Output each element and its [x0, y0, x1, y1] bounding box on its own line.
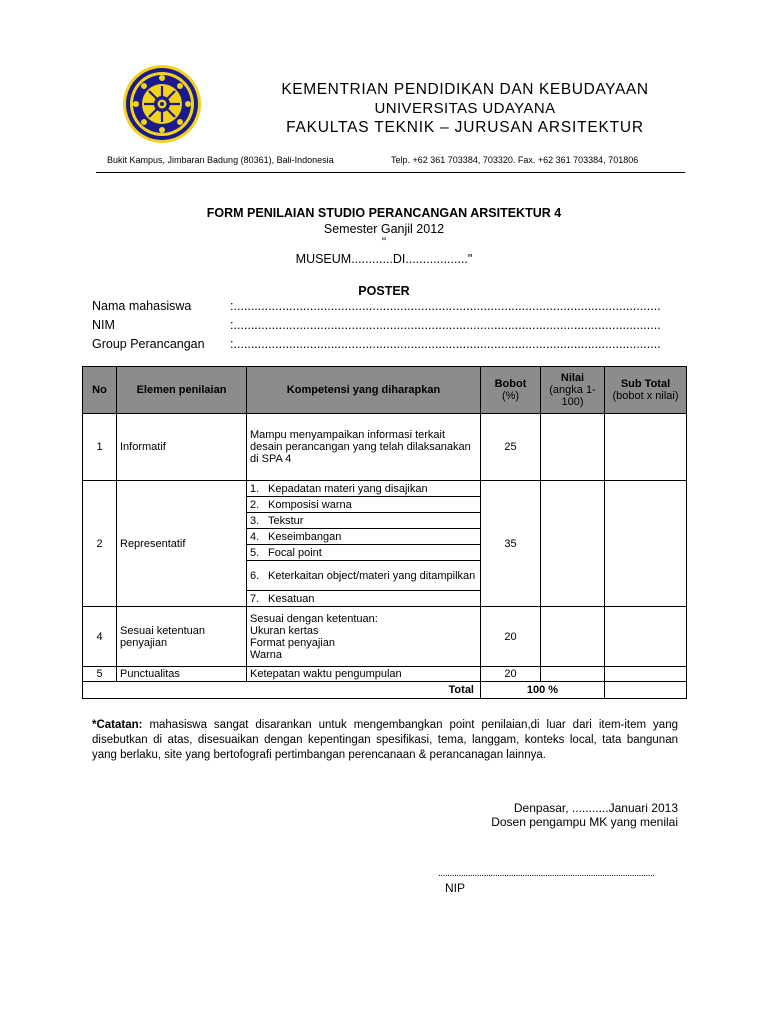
item-text: Keseimbangan	[268, 530, 342, 543]
row-nilai-cell[interactable]	[541, 414, 605, 481]
row-bobot: 35	[481, 481, 541, 607]
student-nim-label: NIM	[92, 318, 115, 332]
row-elemen: Informatif	[117, 414, 247, 481]
signer-role: Dosen pengampu MK yang menilai	[491, 815, 678, 829]
item-number: 4.	[250, 530, 260, 543]
total-label: Total	[83, 682, 481, 699]
note-paragraph	[92, 718, 678, 763]
student-group-row	[92, 337, 682, 351]
student-nim-row	[92, 318, 682, 332]
row-elemen: Representatif	[117, 481, 247, 607]
kompetensi-line: Sesuai dengan ketentuan:	[250, 612, 378, 625]
university-name: UNIVERSITAS UDAYANA	[374, 100, 556, 117]
row-bobot: 20	[481, 607, 541, 667]
kompetensi-item	[247, 561, 481, 591]
note-label: *Catatan:	[92, 719, 143, 731]
table-header-row	[83, 367, 687, 414]
item-text: Keterkaitan object/materi yang ditampilkan	[268, 569, 476, 582]
row-subtotal-cell[interactable]	[605, 414, 687, 481]
kompetensi-item	[247, 497, 481, 513]
header-subtotal-label: Sub Total	[620, 378, 671, 390]
row-kompetensi	[247, 607, 481, 667]
row-no: 2	[83, 481, 117, 607]
item-number: 1.	[250, 482, 260, 495]
row-nilai-cell[interactable]	[541, 667, 605, 682]
kompetensi-item	[247, 529, 481, 545]
table-row	[83, 481, 687, 497]
table-row	[83, 667, 687, 682]
row-elemen: Punctualitas	[117, 667, 247, 682]
kompetensi-item	[247, 591, 481, 607]
header-bobot-unit: (%)	[501, 390, 520, 402]
letterhead-divider	[96, 172, 685, 173]
total-row	[83, 682, 687, 699]
item-text: Kepadatan materi yang disajikan	[268, 482, 428, 495]
row-kompetensi: Mampu menyampaikan informasi terkait desain perancangan yang telah dilaksanakan di SPA 4	[247, 414, 481, 481]
place-date: Denpasar, ...........Januari 2013	[513, 801, 678, 815]
item-number: 5.	[250, 546, 260, 559]
header-elemen: Elemen penilaian	[117, 367, 247, 414]
semester-text: Semester Ganjil 2012	[323, 222, 445, 236]
quote-mark: "	[381, 235, 387, 249]
student-group-field[interactable]: :...........................................................................................................................	[230, 337, 661, 351]
row-bobot: 20	[481, 667, 541, 682]
item-number: 2.	[250, 498, 260, 511]
row-no: 4	[83, 607, 117, 667]
student-group-label: Group Perancangan	[92, 337, 205, 351]
item-text: Tekstur	[268, 514, 304, 527]
kompetensi-item	[247, 545, 481, 561]
ministry-name: KEMENTRIAN PENDIDIKAN DAN KEBUDAYAAN	[281, 81, 649, 98]
table-row	[83, 414, 687, 481]
total-value: 100 %	[481, 682, 605, 699]
topic-text: MUSEUM............DI.................."	[295, 252, 473, 266]
signature-line[interactable]: ...............................................................................................	[438, 868, 655, 879]
header-bobot	[481, 367, 541, 414]
item-text: Focal point	[268, 546, 322, 559]
row-no: 1	[83, 414, 117, 481]
student-name-label: Nama mahasiswa	[92, 299, 192, 313]
header-nilai	[541, 367, 605, 414]
header-kompetensi: Kompetensi yang diharapkan	[247, 367, 481, 414]
assessment-table	[82, 366, 687, 699]
address-text: Bukit Kampus, Jimbaran Badung (80361), Bali-Indonesia	[107, 155, 334, 165]
contact-text: Telp. +62 361 703384, 703320. Fax. +62 361 703384, 701806	[391, 155, 639, 165]
row-no: 5	[83, 667, 117, 682]
header-nilai-label: Nilai	[560, 372, 585, 384]
faculty-name: FAKULTAS TEKNIK – JURUSAN ARSITEKTUR	[286, 119, 644, 136]
row-subtotal-cell[interactable]	[605, 667, 687, 682]
item-number: 6.	[250, 569, 260, 582]
kompetensi-item	[247, 481, 481, 497]
header-nilai-note: (angka 1-100)	[549, 384, 596, 408]
student-name-field[interactable]: :...........................................................................................................................	[230, 299, 661, 313]
row-nilai-cell[interactable]	[541, 607, 605, 667]
nip-label: NIP	[445, 881, 466, 895]
row-subtotal-cell[interactable]	[605, 607, 687, 667]
row-elemen: Sesuai ketentuan penyajian	[117, 607, 247, 667]
table-row	[83, 607, 687, 667]
header-subtotal	[605, 367, 687, 414]
item-text: Kesatuan	[268, 592, 315, 605]
student-name-row	[92, 299, 682, 313]
form-title: FORM PENILAIAN STUDIO PERANCANGAN ARSITEKTUR 4	[206, 206, 562, 220]
student-nim-field[interactable]: :...........................................................................................................................	[230, 318, 661, 332]
item-number: 3.	[250, 514, 260, 527]
row-subtotal-cell[interactable]	[605, 481, 687, 607]
item-text: Komposisi warna	[268, 498, 352, 511]
kompetensi-line: Format penyajian	[250, 636, 335, 649]
note-text: mahasiswa sangat disarankan untuk mengembangkan point penilaian,di luar dari item-item yang disebutkan di atas, disesuaikan dengan kepentingan spesifikasi, tema, langgam, konteks local, tata bangunan yang berlaku, site yang bertofografi pertimbangan perencanaan & perancanagan lainnya.	[92, 719, 678, 761]
kompetensi-item	[247, 513, 481, 529]
row-bobot: 25	[481, 414, 541, 481]
item-number: 7.	[250, 592, 260, 605]
header-bobot-label: Bobot	[494, 378, 527, 390]
row-kompetensi: Ketepatan waktu pengumpulan	[247, 667, 481, 682]
university-logo-icon	[122, 64, 202, 144]
header-subtotal-note: (bobot x nilai)	[612, 390, 679, 402]
kompetensi-line: Warna	[250, 648, 282, 661]
row-nilai-cell[interactable]	[541, 481, 605, 607]
kompetensi-line: Ukuran kertas	[250, 624, 319, 637]
section-title: POSTER	[358, 284, 410, 298]
total-subtotal-cell[interactable]	[605, 682, 687, 699]
header-no: No	[83, 367, 117, 414]
